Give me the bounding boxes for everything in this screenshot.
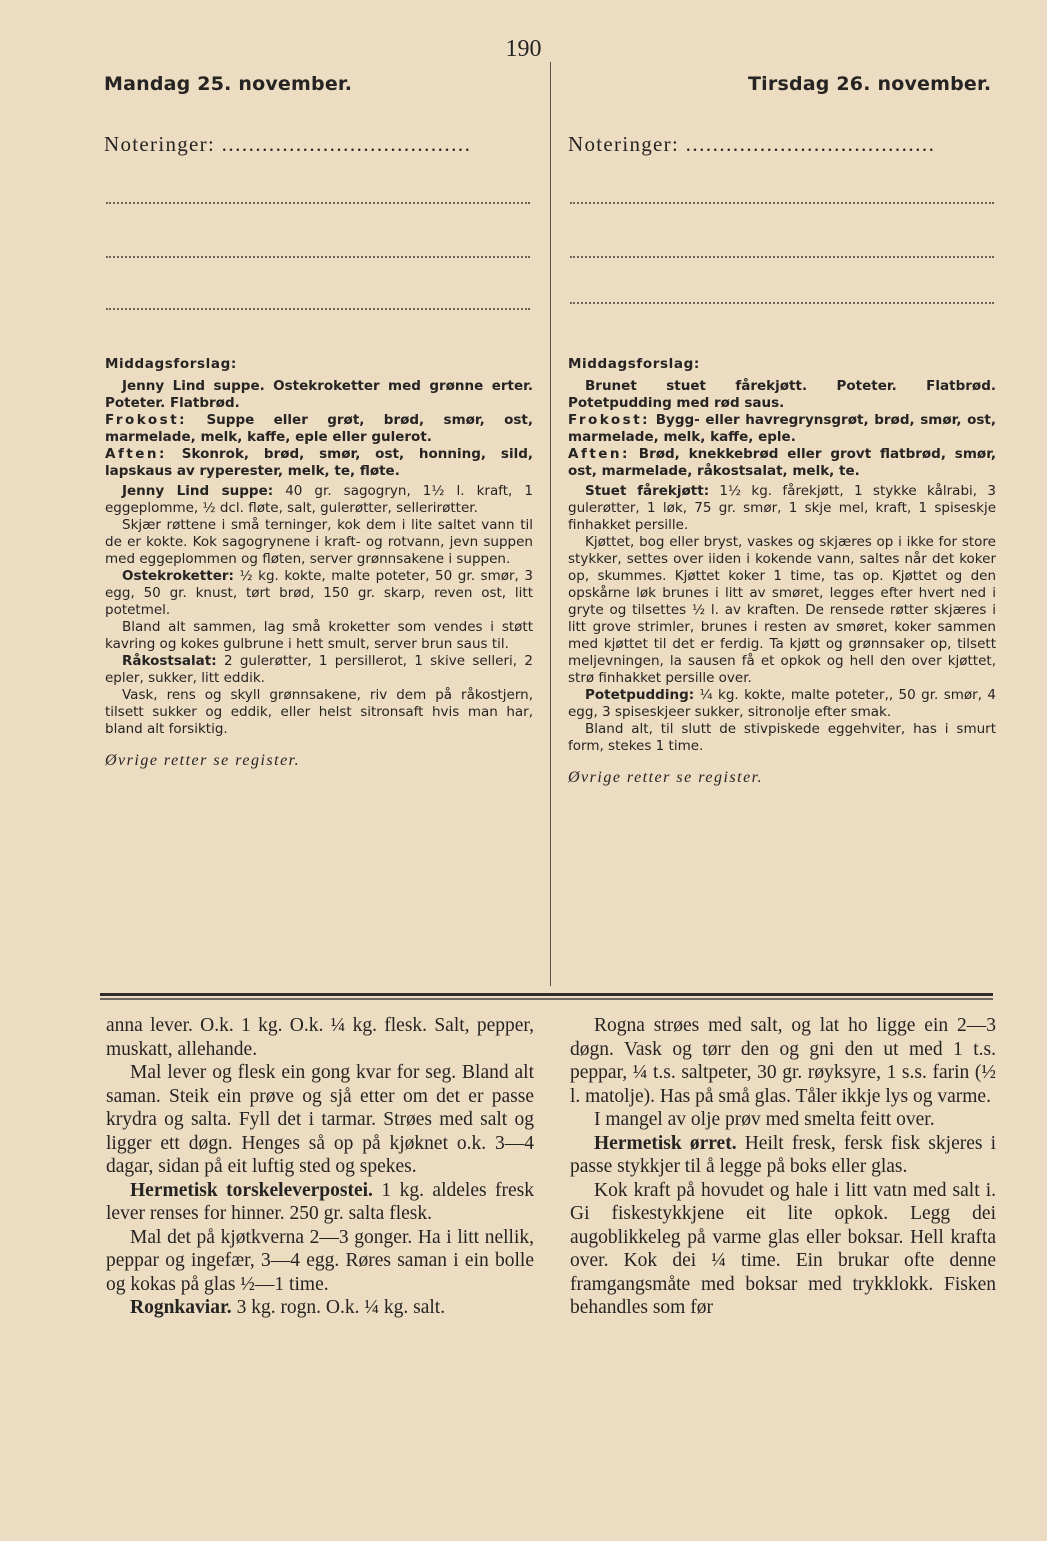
recipe-title: Potetpudding: [585,687,695,703]
aften-text: Brød, knekkebrød eller grovt flatbrød, smør, ost, marmelade, råkostsalat, melk, te. [568,446,996,479]
frokost-label: Frokost: [568,412,651,428]
dinner-suggestion: Brunet stuet fårekjøtt. Poteter. Flatbrød. Potetpudding med rød saus. [568,378,996,411]
recipe-ingredients [568,687,996,721]
notes-section-tuesday [568,132,935,157]
frokost-line [105,412,533,446]
recipe-method: Bland alt, til slutt de stivpiskede eggehviter, has i smurt form, stekes 1 time. [568,721,996,754]
recipe-ingredients-text: 40 gr. sagogryn, 1½ l. kraft, 1 eggeplomme, ½ dcl. fløte, salt, gulerøtter, sellerirøtter. [105,483,533,516]
recipe-method: Vask, rens og skyll grønnsakene, riv dem på råkostjern, tilsett sukker og eddik, eller helst sitronsaft hvis man har, bland alt forsiktig. [105,687,533,737]
paragraph: Kok kraft på hovudet og hale i litt vatn med salt i. Gi fiskestykkjene eit lite opkok. Legg dei augoblikkeleg på varme glas eller boksar. Hell krafta over. Kok dei ¼ time. Ein brukar ofte denne framgangsmåte med boksar med trykklokk. Fisken behandles som før [570,1179,996,1318]
aften-line [105,446,533,480]
notes-line [570,200,994,204]
recipe-method: Skjær røttene i små terninger, kok dem i lite saltet vann til de er kokte. Kok sagogrynene i kraft- og rotvann, jevn suppen med eggeplommen og fløten, server grønnsakene i suppen. [105,517,533,567]
notes-label: Noteringer: [568,132,680,156]
page-number: 190 [505,36,542,62]
paragraph: Mal det på kjøtkverna 2—3 gonger. Ha i litt nellik, peppar og ingefær, 3—4 egg. Røres saman i ein bolle og kokas på glas ½—1 time. [106,1226,534,1295]
recipe-ingredients [105,483,533,517]
notes-line [106,254,530,258]
recipe-ingredients [568,483,996,534]
recipe-title: Rognkaviar. [130,1297,232,1318]
recipe-ingredients [105,653,533,687]
aften-text: Skonrok, brød, smør, ost, honning, sild, lapskaus av ryperester, melk, te, fløte. [105,446,533,479]
notes-dots: ..................................... [685,132,936,156]
menu-column-monday [105,356,533,769]
recipe-ingredients-text: 1½ kg. fårekjøtt, 1 stykke kålrabi, 3 gulerøtter, 1 løk, 75 gr. smør, 1 skje mel, kraft, 1 spiseskje finhakket persille. [568,483,996,533]
day-heading-monday: Mandag 25. november. [104,73,353,95]
column-divider [550,62,551,986]
horizontal-rule [100,993,993,996]
paragraph: I mangel av olje prøv med smelta feitt over. [594,1109,935,1130]
paragraph-text: 3 kg. rogn. O.k. ¼ kg. salt. [231,1297,446,1318]
aften-label: Aften: [105,446,167,462]
paragraph: Mal lever og flesk ein gong kvar for seg. Bland alt saman. Steik ein prøve og sjå etter om det er passe krydra og salta. Fyll det i tarmar. Strøes med salt og ligger ett døgn. Henges så op på kjøknet o.k. 3—4 dagar, sidan på eit luftig sted og spekes. [106,1062,534,1177]
notes-line [106,306,530,310]
horizontal-rule-secondary [100,998,993,1000]
section-heading: Middagsforslag: [568,356,700,372]
register-reference: Øvrige retter se register. [105,752,301,769]
recipe-ingredients-text: ¼ kg. kokte, malte poteter,, 50 gr. smør, 4 egg, 3 spiseskjeer sukker, sitronolje efter smak. [568,687,996,720]
menu-column-tuesday [568,356,996,786]
paragraph: Rogna strøes med salt, og lat ho ligge ein 2—3 døgn. Vask og tørr den og gni den ut med 1 t.s. peppar, ¼ t.s. saltpeter, 30 gr. røyksyre, 1 s.s. farin (½ l. matolje). Has på små glas. Tåler ikkje lys og varme. [570,1015,996,1107]
recipe-title: Hermetisk ørret. [594,1132,737,1154]
bottom-text-left [106,1014,534,1320]
recipe-method: Kjøttet, bog eller bryst, vaskes og skjæres op i ikke for store stykker, settes over iiden i kokende vann, saltes når det koker op, skummes. Kjøttet koker 1 time, tas op. Kjøttet og den opskårne løk brunes i litt av smøret, legges efter hvert ned i gryte og tilsettes ½ l. av kraften. De rensede røtter skjæres i litt grove strimler, brunes i resten av smøret, koker sammen med kjøttet til det er ferdig. Ta kjøtt og grønnsaker op, tilsett meljevningen, la sausen få et opkok og hell den over kjøttet, strø finhakket persille over. [568,534,996,686]
register-reference: Øvrige retter se register. [568,769,764,786]
recipe-ingredients-text: ½ kg. kokte, malte poteter, 50 gr. smør, 3 egg, 50 gr. knust, tørt brød, 150 gr. skarp, reven ost, litt potetmel. [105,568,533,618]
dinner-suggestion: Jenny Lind suppe. Ostekroketter med grønne erter. Poteter. Flatbrød. [105,378,533,411]
paragraph: anna lever. O.k. 1 kg. O.k. ¼ kg. flesk. Salt, pepper, muskatt, allehande. [106,1015,534,1060]
paragraph [106,1179,534,1226]
notes-section-monday [104,132,471,157]
day-heading-tuesday: Tirsdag 26. november. [748,73,992,95]
paragraph-text: Heilt fresk, fersk fisk skjeres i passe stykkjer til å legge på boks eller glas. [570,1132,997,1177]
frokost-text: Bygg- eller havregrynsgrøt, brød, smør, ost, marmelade, melk, kaffe, eple. [568,412,996,445]
notes-dots: ..................................... [221,132,472,156]
frokost-label: Frokost: [105,412,188,428]
recipe-title: Ostekroketter: [122,568,234,584]
notes-line [570,254,994,258]
paragraph [570,1132,996,1179]
notes-line [106,200,530,204]
notes-line [570,300,994,304]
frokost-text: Suppe eller grøt, brød, smør, ost, marmelade, melk, kaffe, eple eller gulerot. [105,412,533,445]
aften-line [568,446,996,480]
frokost-line [568,412,996,446]
recipe-ingredients-text: 2 gulerøtter, 1 persillerot, 1 skive selleri, 2 epler, sukker, litt eddik. [105,653,533,686]
recipe-title: Jenny Lind suppe: [122,483,274,499]
paragraph-text: 1 kg. aldeles fresk lever renses for hinner. 250 gr. salta flesk. [106,1179,535,1224]
recipe-title: Råkostsalat: [122,653,217,669]
paragraph [106,1296,534,1320]
recipe-title: Hermetisk torskeleverpostei. [130,1179,373,1201]
bottom-text-right [570,1014,996,1320]
notes-label: Noteringer: [104,132,216,156]
section-heading: Middagsforslag: [105,356,237,372]
recipe-title: Stuet fårekjøtt: [585,483,710,499]
recipe-ingredients [105,568,533,619]
recipe-method: Bland alt sammen, lag små kroketter som vendes i støtt kavring og kokes gulbrune i hett smult, server brun saus til. [105,619,533,652]
aften-label: Aften: [568,446,630,462]
